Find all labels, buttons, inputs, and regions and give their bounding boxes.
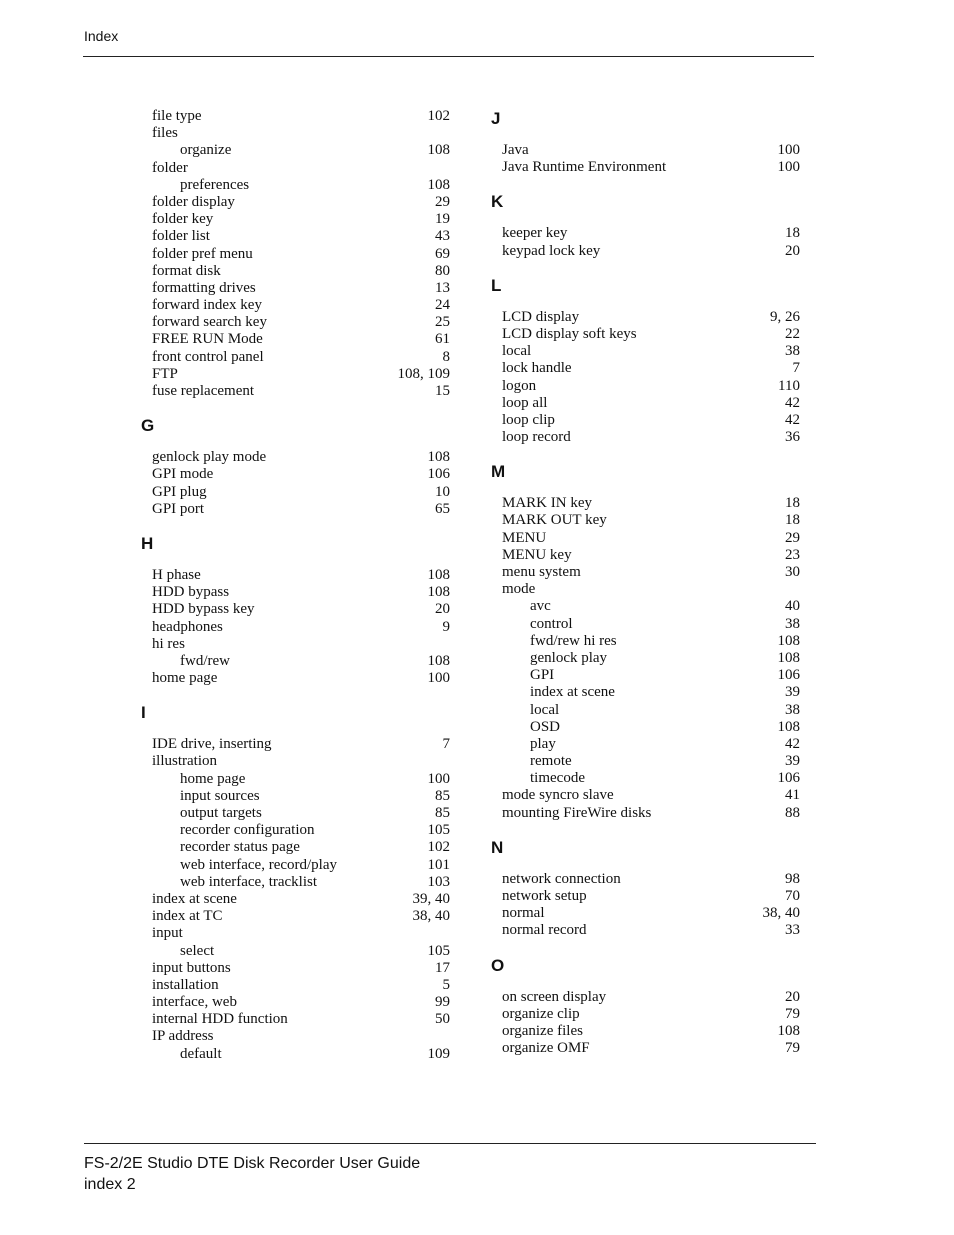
entry-term: mode — [502, 581, 536, 598]
index-subentry — [141, 771, 450, 788]
index-entry — [141, 194, 450, 211]
index-entry — [141, 125, 450, 142]
entry-term: forward search key — [152, 314, 267, 331]
entry-term: organize clip — [502, 1005, 580, 1022]
entry-page-ref: 18 — [785, 495, 800, 512]
entry-term: loop clip — [502, 411, 555, 428]
entry-page-ref: 61 — [435, 331, 450, 348]
entry-page-ref: 38, 40 — [412, 908, 450, 925]
entry-page-ref: 5 — [442, 976, 450, 993]
entry-page-ref: 98 — [785, 870, 800, 887]
entry-term: web interface, tracklist — [180, 873, 318, 890]
entry-page-ref: 100 — [777, 142, 800, 158]
index-entry — [491, 1006, 800, 1023]
entry-term: remote — [530, 753, 572, 770]
entry-page-ref: 106 — [777, 770, 800, 787]
entry-term: control — [530, 615, 573, 632]
entry-page-ref: 110 — [778, 377, 800, 394]
entry-page-ref: 7 — [442, 736, 450, 753]
entry-term: fwd/rew — [180, 652, 230, 669]
entry-page-ref: 18 — [785, 512, 800, 529]
entry-term: folder — [152, 159, 188, 176]
index-subentry — [141, 874, 450, 891]
entry-term: local — [502, 343, 532, 360]
entry-term: mounting FireWire disks — [502, 804, 652, 821]
entry-page-ref: 17 — [435, 959, 450, 976]
entry-page-ref: 106 — [427, 466, 450, 483]
entry-page-ref: 108 — [427, 566, 450, 583]
entry-page-ref: 20 — [785, 242, 800, 259]
index-entry — [491, 343, 800, 360]
index-column-right — [491, 108, 800, 1057]
entry-term: file type — [152, 108, 202, 124]
entry-page-ref: 40 — [785, 598, 800, 615]
entry-page-ref: 36 — [785, 429, 800, 446]
section-letter-heading: H — [141, 533, 154, 553]
index-subentry — [491, 650, 800, 667]
index-entry — [141, 1028, 450, 1045]
index-section — [491, 837, 800, 940]
index-entry — [141, 925, 450, 942]
entry-term: output targets — [180, 805, 262, 821]
entry-page-ref: 20 — [785, 988, 800, 1005]
index-subentry — [491, 770, 800, 787]
entry-page-ref: 43 — [435, 228, 450, 245]
index-entry — [491, 512, 800, 529]
index-entry — [491, 805, 800, 822]
entry-term: LCD display soft keys — [502, 325, 637, 342]
entry-term: MARK IN key — [502, 495, 592, 512]
entry-page-ref: 108 — [777, 649, 800, 666]
index-subentry — [141, 142, 450, 159]
entry-page-ref: 38 — [785, 701, 800, 718]
index-entry — [491, 905, 800, 922]
entry-page-ref: 99 — [435, 994, 450, 1011]
entry-page-ref: 108 — [777, 1022, 800, 1039]
index-entry — [491, 412, 800, 429]
section-letter-heading: J — [491, 109, 501, 128]
entry-page-ref: 108 — [777, 718, 800, 735]
entry-page-ref: 108 — [427, 652, 450, 669]
section-letter-heading: G — [141, 416, 155, 436]
entry-page-ref: 33 — [785, 922, 800, 939]
entry-term: forward index key — [152, 297, 262, 314]
entry-term: genlock play mode — [152, 449, 267, 466]
index-entry — [491, 787, 800, 804]
entry-term: formatting drives — [152, 279, 256, 296]
entry-page-ref: 70 — [785, 888, 800, 904]
index-entry — [141, 280, 450, 297]
entry-page-ref: 23 — [785, 546, 800, 563]
entry-term: keypad lock key — [502, 242, 601, 259]
entry-term: GPI port — [152, 500, 205, 517]
index-subentry — [491, 736, 800, 753]
entry-page-ref: 108 — [777, 632, 800, 649]
entry-term: normal record — [502, 922, 587, 939]
entry-term: headphones — [152, 618, 223, 635]
entry-term: IP address — [152, 1028, 214, 1045]
index-entry — [491, 989, 800, 1006]
index-entry — [141, 160, 450, 177]
index-subentry — [491, 753, 800, 770]
entry-page-ref: 108 — [427, 142, 450, 159]
entry-page-ref: 25 — [435, 314, 450, 331]
entry-page-ref: 29 — [435, 193, 450, 210]
index-section — [491, 108, 800, 176]
index-subentry — [141, 943, 450, 960]
index-subentry — [141, 857, 450, 874]
entry-page-ref: 105 — [427, 822, 450, 839]
entry-term: IDE drive, inserting — [152, 736, 272, 753]
entry-page-ref: 108 — [427, 449, 450, 466]
entry-term: normal — [502, 905, 545, 922]
entry-term: on screen display — [502, 988, 607, 1005]
index-subentry — [491, 702, 800, 719]
entry-term: folder list — [152, 228, 210, 245]
entry-page-ref: 85 — [435, 787, 450, 804]
index-entry — [491, 326, 800, 343]
index-entry — [491, 547, 800, 564]
entry-page-ref: 41 — [785, 787, 800, 804]
entry-term: fuse replacement — [152, 383, 255, 399]
index-entry — [491, 530, 800, 547]
entry-term: organize OMF — [502, 1040, 590, 1057]
footer-page-number: index 2 — [84, 1176, 136, 1193]
index-entry — [141, 753, 450, 770]
entry-page-ref: 42 — [785, 735, 800, 752]
entry-page-ref: 106 — [777, 667, 800, 684]
entry-page-ref: 18 — [785, 225, 800, 242]
index-entry — [491, 564, 800, 581]
index-entry — [141, 567, 450, 584]
index-entry — [141, 960, 450, 977]
index-entry — [141, 211, 450, 228]
entry-term: logon — [502, 377, 537, 394]
entry-page-ref: 88 — [785, 804, 800, 821]
entry-term: GPI mode — [152, 466, 214, 483]
entry-term: loop all — [502, 394, 548, 411]
entry-page-ref: 100 — [777, 159, 800, 176]
running-header: Index — [84, 28, 119, 44]
entry-term: folder display — [152, 193, 235, 210]
entry-term: LCD display — [502, 308, 580, 325]
index-entry — [141, 977, 450, 994]
entry-page-ref: 109 — [427, 1045, 450, 1062]
entry-term: OSD — [530, 718, 561, 735]
index-entry — [141, 314, 450, 331]
index-entry — [141, 1011, 450, 1028]
section-letter-heading: N — [491, 837, 504, 857]
entry-term: HDD bypass — [152, 584, 230, 601]
entry-term: loop record — [502, 429, 571, 446]
entry-page-ref: 22 — [785, 325, 800, 342]
index-subentry — [491, 598, 800, 615]
entry-term: hi res — [152, 635, 185, 652]
entry-page-ref: 101 — [427, 856, 450, 873]
entry-term: format disk — [152, 262, 221, 279]
entry-term: MARK OUT key — [502, 512, 607, 529]
entry-term: GPI — [530, 667, 555, 684]
index-section — [141, 108, 450, 400]
entry-page-ref: 85 — [435, 805, 450, 821]
index-entry — [491, 922, 800, 939]
entry-term: index at TC — [152, 908, 223, 925]
index-subentry — [141, 177, 450, 194]
index-entry — [491, 395, 800, 412]
entry-page-ref: 80 — [435, 262, 450, 279]
index-subentry — [141, 788, 450, 805]
entry-term: organize — [180, 142, 232, 159]
entry-term: web interface, record/play — [180, 856, 337, 873]
header-rule — [83, 56, 814, 57]
entry-page-ref: 79 — [785, 1040, 800, 1057]
index-entry — [141, 619, 450, 636]
index-entry — [141, 466, 450, 483]
index-entry — [141, 349, 450, 366]
entry-page-ref: 39 — [785, 753, 800, 770]
entry-term: home page — [152, 670, 218, 687]
entry-term: timecode — [530, 770, 585, 787]
index-entry — [491, 142, 800, 159]
index-section — [491, 191, 800, 259]
entry-term: mode syncro slave — [502, 787, 614, 804]
section-letter-heading: I — [141, 703, 146, 723]
entry-page-ref: 9 — [442, 618, 450, 635]
entry-page-ref: 105 — [427, 942, 450, 959]
entry-page-ref: 100 — [427, 670, 450, 687]
entry-page-ref: 13 — [435, 279, 450, 296]
entry-term: select — [180, 942, 215, 959]
entry-term: keeper key — [502, 225, 568, 242]
index-entry — [141, 584, 450, 601]
entry-term: front control panel — [152, 348, 264, 365]
entry-page-ref: 15 — [435, 383, 450, 399]
index-entry — [141, 601, 450, 618]
index-subentry — [141, 822, 450, 839]
index-entry — [141, 228, 450, 245]
index-entry — [491, 495, 800, 512]
index-section — [491, 955, 800, 1058]
entry-page-ref: 42 — [785, 411, 800, 428]
index-subentry — [491, 667, 800, 684]
index-entry — [141, 484, 450, 501]
section-letter-heading: M — [491, 462, 506, 482]
index-entry — [141, 501, 450, 518]
entry-term: HDD bypass key — [152, 601, 255, 618]
entry-page-ref: 10 — [435, 483, 450, 500]
index-column-left — [141, 108, 450, 1063]
index-entry — [141, 736, 450, 753]
index-entry — [491, 378, 800, 395]
section-letter-heading: O — [491, 955, 505, 975]
entry-page-ref: 102 — [427, 108, 450, 124]
entry-term: fwd/rew hi res — [530, 632, 617, 649]
entry-page-ref: 100 — [427, 770, 450, 787]
index-subentry — [491, 633, 800, 650]
index-entry — [491, 243, 800, 260]
entry-term: menu system — [502, 564, 581, 580]
index-entry — [141, 908, 450, 925]
entry-term: input sources — [180, 787, 260, 804]
index-entry — [491, 581, 800, 598]
entry-term: index at scene — [530, 684, 615, 701]
entry-page-ref: 79 — [785, 1005, 800, 1022]
entry-term: play — [530, 735, 556, 752]
section-letter-heading: K — [491, 192, 504, 212]
entry-page-ref: 102 — [427, 839, 450, 856]
index-entry — [141, 891, 450, 908]
entry-page-ref: 20 — [435, 601, 450, 618]
index-entry — [491, 888, 800, 905]
footer-rule — [84, 1143, 816, 1144]
entry-page-ref: 108 — [427, 584, 450, 601]
entry-term: organize files — [502, 1022, 583, 1039]
entry-term: Java Runtime Environment — [502, 159, 667, 176]
index-section — [141, 702, 450, 1063]
index-entry — [491, 225, 800, 242]
index-entry — [141, 449, 450, 466]
index-subentry — [491, 719, 800, 736]
entry-page-ref: 50 — [435, 1011, 450, 1028]
entry-page-ref: 39 — [785, 684, 800, 701]
page-footer — [84, 1153, 420, 1195]
entry-term: GPI plug — [152, 483, 207, 500]
index-entry — [141, 670, 450, 687]
index-entry — [141, 994, 450, 1011]
entry-page-ref: 9, 26 — [770, 308, 800, 325]
entry-term: input buttons — [152, 959, 231, 976]
index-entry — [491, 871, 800, 888]
index-entry — [141, 108, 450, 125]
index-subentry — [141, 839, 450, 856]
entry-page-ref: 108, 109 — [397, 365, 450, 382]
index-entry — [141, 246, 450, 263]
entry-page-ref: 8 — [442, 348, 450, 365]
entry-term: files — [152, 125, 178, 142]
index-subentry — [491, 616, 800, 633]
entry-term: index at scene — [152, 890, 237, 907]
entry-page-ref: 39, 40 — [412, 890, 450, 907]
entry-term: local — [530, 701, 560, 718]
index-entry — [141, 297, 450, 314]
entry-page-ref: 69 — [435, 245, 450, 262]
index-subentry — [491, 684, 800, 701]
entry-term: installation — [152, 976, 219, 993]
entry-page-ref: 29 — [785, 529, 800, 546]
entry-term: home page — [180, 770, 246, 787]
entry-page-ref: 108 — [427, 176, 450, 193]
entry-term: FREE RUN Mode — [152, 331, 263, 348]
entry-term: network setup — [502, 888, 587, 904]
index-entry — [141, 331, 450, 348]
index-section — [141, 415, 450, 518]
entry-term: preferences — [180, 176, 250, 193]
entry-term: avc — [530, 598, 551, 615]
entry-term: H phase — [152, 566, 201, 583]
entry-page-ref: 19 — [435, 211, 450, 228]
index-entry — [491, 360, 800, 377]
entry-page-ref: 65 — [435, 500, 450, 517]
entry-page-ref: 30 — [785, 564, 800, 580]
index-section — [491, 275, 800, 447]
index-section — [491, 461, 800, 822]
entry-term: illustration — [152, 753, 217, 770]
entry-term: folder pref menu — [152, 245, 253, 262]
index-section — [141, 533, 450, 687]
entry-term: genlock play — [530, 649, 608, 666]
entry-term: default — [180, 1045, 222, 1062]
entry-term: internal HDD function — [152, 1011, 288, 1028]
entry-page-ref: 24 — [435, 297, 450, 314]
index-entry — [141, 636, 450, 653]
entry-term: network connection — [502, 870, 621, 887]
entry-term: input — [152, 925, 183, 942]
index-entry — [141, 263, 450, 280]
index-subentry — [141, 1046, 450, 1063]
entry-term: recorder configuration — [180, 822, 315, 839]
entry-page-ref: 103 — [427, 873, 450, 890]
index-entry — [141, 383, 450, 400]
entry-page-ref: 42 — [785, 394, 800, 411]
entry-page-ref: 38, 40 — [762, 905, 800, 922]
section-letter-heading: L — [491, 275, 502, 295]
index-entry — [491, 159, 800, 176]
entry-term: interface, web — [152, 994, 237, 1011]
entry-term: MENU — [502, 529, 547, 546]
index-subentry — [141, 653, 450, 670]
entry-page-ref: 7 — [792, 360, 800, 377]
entry-term: MENU key — [502, 546, 572, 563]
footer-book-title: FS-2/2E Studio DTE Disk Recorder User Guide — [84, 1155, 421, 1172]
index-entry — [491, 429, 800, 446]
entry-page-ref: 38 — [785, 615, 800, 632]
entry-page-ref: 38 — [785, 343, 800, 360]
index-entry — [491, 1040, 800, 1057]
entry-term: lock handle — [502, 360, 572, 377]
index-entry — [141, 366, 450, 383]
entry-term: folder key — [152, 211, 214, 228]
index-entry — [491, 309, 800, 326]
entry-term: recorder status page — [180, 839, 300, 856]
entry-term: Java — [502, 142, 529, 158]
index-subentry — [141, 805, 450, 822]
entry-term: FTP — [152, 365, 178, 382]
index-entry — [491, 1023, 800, 1040]
